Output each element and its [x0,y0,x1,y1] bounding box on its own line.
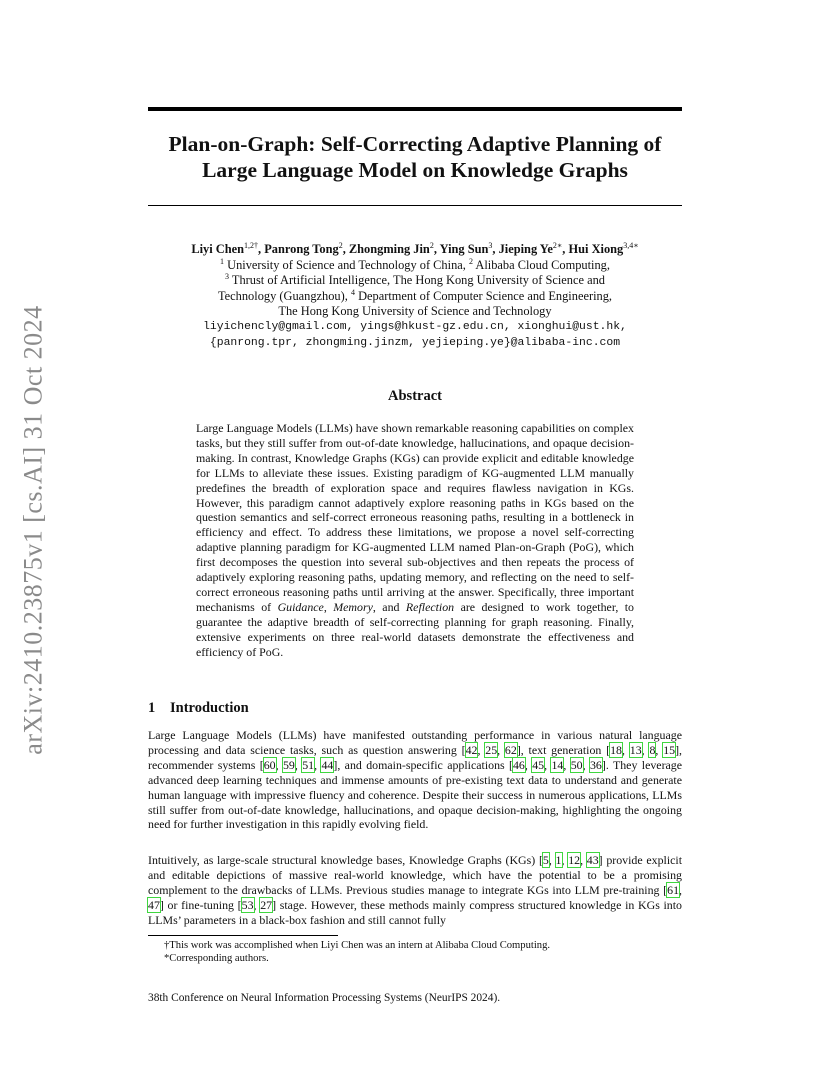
arxiv-identifier [16,295,52,765]
affiliation-line-2: $^3$ Thrust of Artificial Intelligence, The Hong Kong University of Science and [225,272,605,288]
venue-note: 38th Conference on Neural Information Processing Systems (NeurIPS 2024). [148,992,501,1004]
citation-link[interactable]: 60 [263,757,276,772]
author-name: Zhongming Jin [348,242,430,256]
author-mark: 3,4∗ [623,240,639,250]
mechanism-memory: Memory [333,599,373,614]
section-heading-introduction [148,700,682,717]
author-block [148,242,682,351]
citation-link[interactable]: 15 [663,742,676,757]
citation-link[interactable]: 44 [321,757,334,772]
affiliation-line-4: The Hong Kong University of Science and Technology [278,304,552,319]
author-mark: 1,2† [244,240,258,250]
mechanism-reflection: Reflection [405,599,455,614]
section-title: Introduction [170,700,249,716]
email-line-1[interactable]: liyichencly@gmail.com, yings@hkust-gz.edu.cn, xionghui@ust.hk, [203,320,627,333]
citation-link[interactable]: 18 [610,742,622,757]
citation-link[interactable]: 62 [504,742,517,757]
affiliation-line-3: Technology (Guangzhou), $^4$ Department of Computer Science and Engineering, [217,287,613,303]
citation-link[interactable]: 50 [570,757,583,772]
citation-link[interactable]: 27 [260,897,273,912]
section-number: 1 [148,700,156,716]
citation-link[interactable]: 36 [589,757,602,772]
author-mark: 2 [429,240,434,250]
citation-link[interactable]: 51 [302,757,315,772]
footnote-rule [148,935,338,936]
intro-paragraph-1: Large Language Models (LLMs) have manifested outstanding performance in various natural language processing and data science tasks, such as question answering [42, 25, 62], text generation [18, 13, 8, 15], recommender systems [60, 59, 51, 44], and domain-specific applications [46, 45, 14, 50, 36]. They leverage advanced deep learning techniques and immense amounts of pre-existing text data to understand and generate human language with impressive fluency and coherence. Despite their success in numerous applications, LLMs still suffer from out-of-date knowledge, hallucinations, and opaque decision-making, highlighting the ongoing need for further investigation in this rapidly evolving field. [148,728,683,832]
citation-link[interactable]: 13 [629,742,642,757]
author-name: Hui Xiong [568,242,624,256]
author-name: Jieping Ye [498,242,553,256]
citation-link[interactable]: 43 [586,853,599,867]
citation-link[interactable]: 14 [551,757,564,772]
citation-link[interactable]: 42 [465,742,478,757]
author-name: Liyi Chen [191,242,244,256]
citation-link[interactable]: 12 [568,853,581,867]
arxiv-identifier-text: arXiv:2410.23875v1 [cs.AI] 31 Oct 2024 [19,305,48,755]
citation-link[interactable]: 5 [542,853,549,867]
mechanism-guidance: Guidance [277,599,324,614]
citation-link[interactable]: 47 [148,897,160,912]
footnote-corresponding: *Corresponding authors. [164,953,269,964]
author-mark: 3 [488,240,493,250]
author-names: Liyi Chen$^{1,2\dagger}$, Panrong Tong$^2$, Zhongming Jin$^2$, Ying Sun$^3$, Jieping $Ye^{2∗}$, Hui Xiong$^{3,4∗}$ [191,240,639,256]
footnote-internship: †This work was accomplished when Liyi Chen was an intern at Alibaba Cloud Computing. [164,940,551,951]
citation-link[interactable]: 25 [485,742,498,757]
author-name: Ying Sun [439,242,489,256]
title-top-rule [148,107,682,111]
citation-link[interactable]: 61 [667,882,680,897]
citation-link[interactable]: 53 [241,897,254,912]
email-line-2[interactable]: {panrong.tpr, zhongming.jinzm, yejieping.ye}@alibaba-inc.com [209,336,621,349]
citation-link[interactable]: 59 [282,757,295,772]
citation-link[interactable]: 45 [532,757,545,772]
paper-title [148,131,682,183]
affiliation-line-1: $^1$ University of Science and Technology of China, $^2$ Alibaba Cloud Computing, [220,256,610,272]
author-mark: 2∗ [552,240,563,250]
citation-link[interactable]: 46 [512,757,525,772]
citation-link[interactable]: 8 [649,742,656,757]
intro-paragraph-2: Intuitively, as large-scale structural knowledge bases, Knowledge Graphs (KGs) [5, 1, 12, 43] provide explicit and editable depictions of massive real-world knowledge, which have the potential to be a promising complement to the drawbacks of LLMs. Previous studies manage to integrate KGs into LLM pre-training [61, 47] or fine-tuning [53, 27] stage. However, these methods mainly compress structured knowledge in KGs into LLMs’ parameters in a black-box fashion and still cannot fully [148,853,683,927]
abstract-heading: Abstract [388,388,442,404]
title-line-2: Large Language Model on Knowledge Graphs [202,158,628,182]
title-line-1: Plan-on-Graph: Self-Correcting Adaptive Planning of [168,132,662,156]
author-name: Panrong Tong [264,242,339,256]
title-bottom-rule [148,205,682,206]
abstract-body: Large Language Models (LLMs) have shown remarkable reasoning capabilities on complex tasks, but they still suffer from out-of-date knowledge, hallucinations, and opaque decision-making. In contrast, Knowledge Graphs (KGs) can provide explicit and editable knowledge for LLMs to alleviate these issues. Existing paradigm of KG-augmented LLM manually predefines the breadth of exploration space and requires flawless navigation in KGs. However, this paradigm cannot adaptively explore reasoning paths in KGs based on the question semantics and self-correct erroneous reasoning paths, resulting in a bottleneck in efficiency and effect. To address these limitations, we propose a novel self-correcting adaptive planning paradigm for KG-augmented LLM named Plan-on-Graph (PoG), which first decomposes the question into several sub-objectives and then repeats the process of adaptively exploring reasoning paths, updating memory, and reflecting on the need to self-correct erroneous reasoning paths until arriving at the answer. Specifically, three important mechanisms of Guidance, Memory, and Reflection are designed to work together, to guarantee the adaptive breadth of self-correcting planning for graph reasoning. Finally, extensive experiments on three real-world datasets demonstrate the effectiveness and efficiency of PoG. [196,421,634,659]
citation-link[interactable]: 1 [555,853,562,867]
author-mark: 2 [338,240,343,250]
